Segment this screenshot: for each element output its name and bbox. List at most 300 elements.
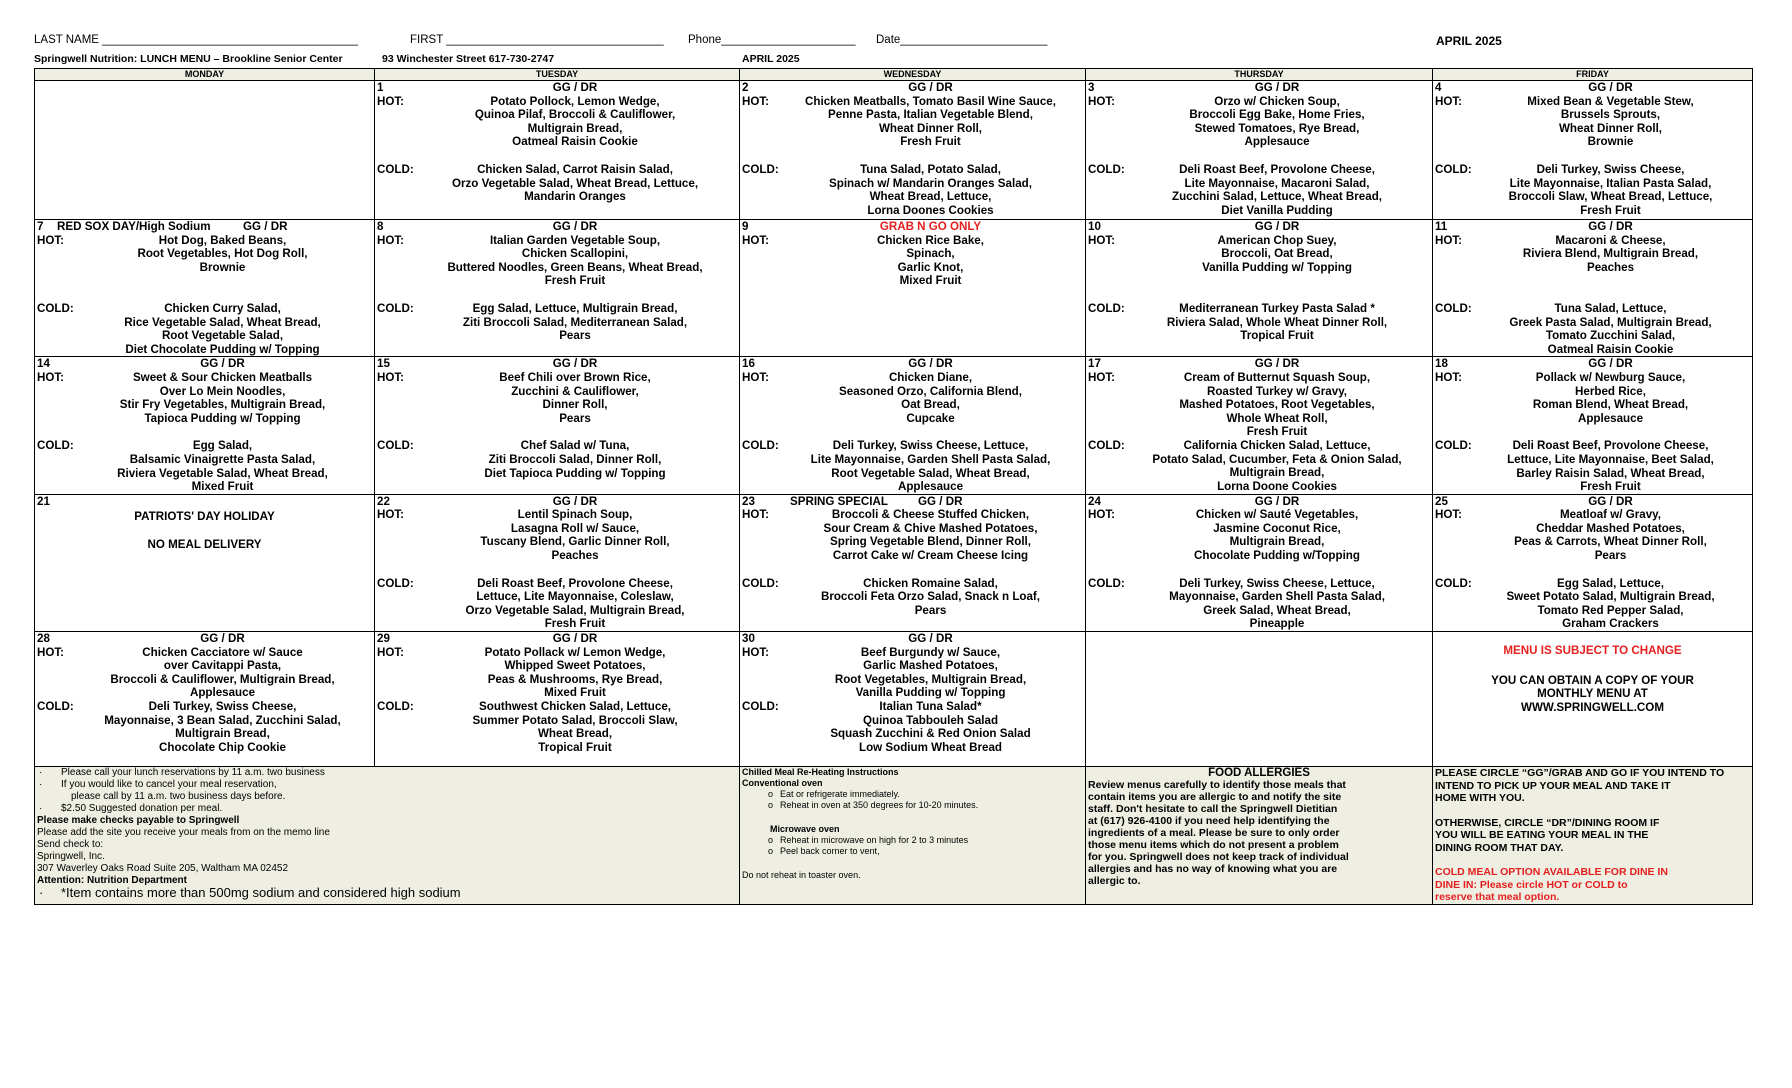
cold-menu-item: Tuna Salad, Lettuce,: [1554, 301, 1667, 315]
cold-menu-item: Lite Mayonnaise, Italian Pasta Salad,: [1509, 176, 1712, 190]
day-number: 8: [377, 220, 384, 233]
hot-menu-item: Mixed Bean & Vegetable Stew,: [1527, 94, 1694, 108]
cold-menu-item: Chocolate Chip Cookie: [159, 740, 286, 754]
hot-menu-item: Applesauce: [1244, 135, 1310, 149]
cold-menu-item: Egg Salad,: [192, 439, 253, 453]
hot-label[interactable]: HOT:: [1088, 233, 1116, 247]
day-cell: [1086, 494, 1433, 631]
gg-dr-choice[interactable]: GG / DR: [200, 357, 245, 371]
day-number: 29: [377, 632, 390, 646]
day-cell: [375, 220, 740, 357]
circle-instructions: [1433, 767, 1753, 905]
cold-menu-item: Balsamic Vinaigrette Pasta Salad,: [129, 452, 316, 466]
cold-label[interactable]: COLD:: [37, 301, 74, 315]
cold-menu-item: Graham Crackers: [1562, 617, 1659, 631]
hot-label[interactable]: HOT:: [742, 370, 770, 384]
menu-change-notice: MENU IS SUBJECT TO CHANGE: [1503, 644, 1682, 658]
special-day-label: SPRING SPECIAL: [790, 494, 888, 508]
menu-copy-notice-line: WWW.SPRINGWELL.COM: [1521, 700, 1664, 714]
hot-menu-item: Carrot Cake w/ Cream Cheese Icing: [832, 549, 1029, 563]
cold-label[interactable]: COLD:: [742, 439, 779, 453]
month-label-center: APRIL 2025: [742, 53, 800, 65]
cold-menu-item: Orzo Vegetable Salad, Wheat Bread, Lettuce,: [451, 176, 699, 190]
cold-menu-item: Tomato Zucchini Salad,: [1545, 329, 1676, 343]
hot-menu-item: Potato Pollock, Lemon Wedge,: [490, 94, 660, 108]
day-cell: [1433, 220, 1753, 357]
hot-menu-item: Broccoli, Oat Bread,: [1221, 247, 1333, 261]
hot-menu-item: Applesauce: [189, 686, 256, 700]
cold-menu-item: Tropical Fruit: [1240, 329, 1314, 343]
hot-menu-item: Stir Fry Vegetables, Multigrain Bread,: [119, 398, 326, 412]
cold-label[interactable]: COLD:: [1088, 576, 1125, 590]
cold-menu-item: Broccoli Slaw, Wheat Bread, Lettuce,: [1508, 190, 1713, 204]
hot-menu-item: over Cavitappi Pasta,: [163, 659, 282, 673]
cold-menu-item: Quinoa Tabbouleh Salad: [862, 713, 999, 727]
hot-label[interactable]: HOT:: [377, 508, 405, 522]
cold-menu-item: Diet Tapioca Pudding w/ Topping: [484, 466, 666, 480]
hot-menu-item: Chicken w/ Sauté Vegetables,: [1195, 508, 1359, 522]
hot-menu-item: Quinoa Pilaf, Broccoli & Cauliflower,: [474, 108, 676, 122]
hot-menu-item: Chicken Meatballs, Tomato Basil Wine Sauce,: [805, 94, 1056, 108]
hot-menu-item: Spinach,: [906, 247, 955, 261]
cold-menu-item: Multigrain Bread,: [175, 727, 270, 741]
day-header: MONDAY: [35, 69, 375, 81]
cold-menu-item: Mayonnaise, Garden Shell Pasta Salad,: [1169, 590, 1385, 604]
hot-label[interactable]: HOT:: [377, 370, 405, 384]
dr-instruction: DINING ROOM THAT DAY.: [1435, 841, 1564, 854]
hot-menu-item: Spring Vegetable Blend, Dinner Roll,: [830, 535, 1031, 549]
gg-instruction: PLEASE CIRCLE “GG”/GRAB AND GO IF YOU INTEND TO: [1435, 767, 1725, 780]
cold-menu-item: Lorna Doone Cookies: [1217, 479, 1337, 493]
cold-label[interactable]: COLD:: [1435, 576, 1472, 590]
cold-label[interactable]: COLD:: [1088, 438, 1125, 452]
hot-menu-item: Riviera Blend, Multigrain Bread,: [1522, 247, 1699, 261]
cold-label[interactable]: COLD:: [377, 576, 414, 590]
cold-menu-item: Mediterranean Turkey Pasta Salad *: [1179, 301, 1375, 315]
hot-menu-item: Orzo w/ Chicken Soup,: [1214, 94, 1340, 108]
hot-menu-item: Lasagna Roll w/ Sauce,: [510, 521, 640, 535]
day-number: 25: [1435, 494, 1448, 508]
hot-label[interactable]: HOT:: [377, 645, 405, 659]
cold-menu-item: Squash Zucchini & Red Onion Salad: [830, 727, 1031, 741]
cold-menu-item: Pears: [559, 329, 591, 343]
microwave-step: o Reheat in microwave on high for 2 to 3 minutes: [742, 835, 1083, 846]
hot-menu-item: Mashed Potatoes, Root Vegetables,: [1179, 398, 1375, 412]
hot-label[interactable]: HOT:: [1088, 508, 1116, 522]
microwave-step: o Peel back corner to vent,: [742, 846, 1083, 857]
day-cell: [375, 494, 740, 631]
day-cell: [35, 81, 375, 220]
gg-dr-choice[interactable]: GG / DR: [1588, 494, 1633, 508]
week-row: [35, 357, 1753, 494]
day-cell: [740, 632, 1086, 767]
day-cell: [1086, 81, 1433, 220]
allergies-text: those menu items which do not present a problem: [1088, 839, 1339, 852]
week-row: [35, 494, 1753, 631]
day-cell: [1086, 357, 1433, 494]
hot-menu-item: Vanilla Pudding w/ Topping: [855, 686, 1006, 700]
cold-menu-item: Pineapple: [1249, 617, 1305, 631]
day-cell: [35, 357, 375, 494]
day-header-row: [35, 69, 1753, 81]
allergies-text: allergies and has no way of knowing what you are: [1088, 863, 1338, 876]
dr-instruction: YOU WILL BE EATING YOUR MEAL IN THE: [1435, 829, 1649, 842]
hot-menu-item: Cupcake: [906, 411, 955, 425]
hot-menu-item: Brussels Sprouts,: [1560, 108, 1661, 122]
hot-menu-item: Herbed Rice,: [1575, 384, 1646, 398]
cold-menu-item: Lettuce, Lite Mayonnaise, Beet Salad,: [1507, 452, 1714, 466]
gg-dr-choice[interactable]: GG / DR: [1588, 220, 1633, 233]
gg-dr-choice[interactable]: GG / DR: [1254, 494, 1300, 508]
cold-menu-item: Ziti Broccoli Salad, Mediterranean Salad,: [462, 315, 688, 329]
day-number: 16: [742, 357, 755, 371]
hot-menu-item: Chicken Cacciatore w/ Sauce: [142, 645, 303, 659]
allergies-text: ingredients of a meal. Please be sure to only order: [1088, 827, 1340, 840]
cold-menu-item: Lettuce, Lite Mayonnaise, Coleslaw,: [476, 590, 674, 604]
date-field[interactable]: Date_______________________: [876, 34, 1048, 46]
cold-menu-item: Deli Turkey, Swiss Cheese, Lettuce,: [1179, 576, 1375, 590]
gg-dr-choice[interactable]: GG / DR: [1588, 81, 1633, 94]
cold-label[interactable]: COLD:: [1435, 439, 1472, 453]
hot-menu-item: Root Vegetables, Multigrain Bread,: [834, 672, 1027, 686]
day-cell: [740, 494, 1086, 631]
cold-menu-item: Chef Salad w/ Tuna,: [520, 439, 630, 453]
cold-menu-item: Mandarin Oranges: [524, 190, 626, 204]
cold-menu-item: Tomato Red Pepper Salad,: [1537, 603, 1684, 617]
hot-menu-item: Applesauce: [1577, 411, 1644, 425]
hot-menu-item: Oat Bread,: [901, 398, 960, 412]
cold-label[interactable]: COLD:: [1088, 162, 1125, 176]
cold-menu-item: Egg Salad, Lettuce,: [1557, 576, 1664, 590]
hot-menu-item: Stewed Tomatoes, Rye Bread,: [1194, 121, 1360, 135]
cold-label[interactable]: COLD:: [37, 700, 74, 713]
hot-menu-item: Over Lo Mein Noodles,: [159, 384, 286, 398]
menu-copy-notice-line: YOU CAN OBTAIN A COPY OF YOUR: [1491, 673, 1694, 687]
last-name-field[interactable]: LAST NAME ________________________________________: [34, 34, 358, 46]
day-header: THURSDAY: [1086, 69, 1433, 81]
day-number: 2: [742, 81, 749, 94]
day-number: 18: [1435, 357, 1448, 371]
allergies-text: staff. Don't hesitate to call the Springwell Dietitian: [1088, 803, 1338, 816]
reheating-instructions: [740, 767, 1086, 905]
hot-label[interactable]: HOT:: [742, 233, 770, 247]
cold-option-notice: DINE IN: Please circle HOT or COLD to: [1435, 878, 1628, 891]
gg-dr-choice[interactable]: GG / DR: [552, 632, 598, 646]
day-cell: [375, 357, 740, 494]
hot-menu-item: Macaroni & Cheese,: [1555, 233, 1666, 247]
hot-menu-item: Whipped Sweet Potatoes,: [504, 659, 646, 673]
hot-label[interactable]: HOT:: [1435, 508, 1463, 522]
hot-menu-item: Dinner Roll,: [542, 398, 608, 412]
cold-label[interactable]: COLD:: [377, 301, 414, 315]
hot-menu-item: Lentil Spinach Soup,: [517, 508, 633, 522]
hot-menu-item: Chicken Rice Bake,: [877, 233, 984, 247]
day-cell: [375, 632, 740, 767]
allergies-text: Review menus carefully to identify those meals that: [1088, 779, 1346, 792]
cold-menu-item: Lite Mayonnaise, Garden Shell Pasta Salad,: [810, 452, 1051, 466]
toaster-warning: Do not reheat in toaster oven.: [742, 870, 861, 881]
cold-menu-item: Deli Roast Beef, Provolone Cheese,: [477, 576, 673, 590]
hot-menu-item: Roman Blend, Wheat Bread,: [1532, 398, 1689, 412]
hot-menu-item: Root Vegetables, Hot Dog Roll,: [137, 247, 308, 261]
form-fields-row: [34, 30, 1752, 52]
holiday-notice: NO MEAL DELIVERY: [147, 537, 262, 551]
day-header: FRIDAY: [1433, 69, 1753, 81]
hot-menu-item: American Chop Suey,: [1217, 233, 1337, 247]
checks-line: Please make checks payable to Springwell: [37, 815, 240, 827]
hot-label[interactable]: HOT:: [1088, 94, 1116, 108]
menu-page: [34, 30, 1752, 905]
hot-menu-item: Pollack w/ Newburg Sauce,: [1535, 370, 1686, 384]
cold-label[interactable]: COLD:: [377, 700, 414, 713]
cold-menu-item: Riviera Salad, Whole Wheat Dinner Roll,: [1166, 315, 1388, 329]
day-cell: [1086, 220, 1433, 357]
gg-dr-choice[interactable]: GG / DR: [908, 81, 953, 94]
cold-menu-item: Oatmeal Raisin Cookie: [1547, 342, 1674, 356]
hot-menu-item: Potato Pollack w/ Lemon Wedge,: [484, 645, 666, 659]
hot-label[interactable]: HOT:: [37, 645, 65, 659]
hot-menu-item: Chicken Diane,: [888, 370, 973, 384]
hot-menu-item: Chocolate Pudding w/Topping: [1194, 549, 1360, 563]
day-cell: [35, 220, 375, 357]
cold-menu-item: Greek Salad, Wheat Bread,: [1203, 603, 1351, 617]
special-day-label: RED SOX DAY/High Sodium: [57, 220, 211, 233]
hot-menu-item: Jasmine Coconut Rice,: [1213, 521, 1341, 535]
gg-dr-choice[interactable]: GG / DR: [200, 632, 245, 646]
cold-option-notice: reserve that meal option.: [1435, 891, 1560, 904]
hot-menu-item: Vanilla Pudding w/ Topping: [1202, 260, 1352, 274]
cold-menu-item: Potato Salad, Cucumber, Feta & Onion Salad,: [1152, 452, 1402, 466]
donation-line: · $2.50 Suggested donation per meal.: [37, 803, 737, 815]
hot-menu-item: Brownie: [1587, 135, 1634, 149]
cold-menu-item: Spinach w/ Mandarin Oranges Salad,: [829, 176, 1032, 190]
cold-menu-item: Broccoli Feta Orzo Salad, Snack n Loaf,: [820, 590, 1041, 604]
gg-dr-choice[interactable]: GG / DR: [908, 632, 953, 646]
menu-title-row: [34, 52, 1752, 68]
cold-menu-item: Diet Vanilla Pudding: [1221, 203, 1333, 217]
day-number: 21: [37, 494, 50, 508]
hot-menu-item: Beef Burgundy w/ Sauce,: [860, 645, 1001, 659]
cold-menu-item: Ziti Broccoli Salad, Dinner Roll,: [488, 452, 662, 466]
hot-menu-item: Multigrain Bread,: [527, 121, 623, 135]
cold-label[interactable]: COLD:: [1435, 301, 1472, 315]
hot-menu-item: Italian Garden Vegetable Soup,: [489, 233, 661, 247]
day-cell: [740, 220, 1086, 357]
oven-heading: Conventional oven: [742, 778, 823, 789]
oven-step: o Reheat in oven at 350 degrees for 10-20 minutes.: [742, 800, 1083, 811]
hot-menu-item: Peaches: [1586, 260, 1635, 274]
hot-menu-item: Cheddar Mashed Potatoes,: [1536, 521, 1685, 535]
day-number: 14: [37, 357, 50, 371]
hot-menu-item: Tapioca Pudding w/ Topping: [144, 411, 301, 425]
gg-dr-choice[interactable]: GG / DR: [552, 220, 598, 233]
cold-label[interactable]: COLD:: [377, 162, 414, 176]
gg-dr-choice[interactable]: GG / DR: [1254, 220, 1300, 233]
reheat-title: Chilled Meal Re-Heating Instructions: [742, 767, 899, 778]
hot-label[interactable]: HOT:: [1088, 370, 1116, 384]
hot-menu-item: Buttered Noodles, Green Beans, Wheat Bread,: [447, 260, 703, 274]
hot-menu-item: Tuscany Blend, Garlic Dinner Roll,: [480, 535, 670, 549]
week-row: [35, 632, 1753, 767]
cold-menu-item: Greek Pasta Salad, Multigrain Bread,: [1509, 315, 1712, 329]
hot-label[interactable]: HOT:: [377, 94, 405, 108]
attention-line: Attention: Nutrition Department: [37, 875, 187, 887]
gg-dr-choice[interactable]: GG / DR: [552, 357, 598, 371]
memo-line: Please add the site you receive your meals from on the memo line: [37, 827, 330, 839]
hot-menu-item: Wheat Dinner Roll,: [878, 121, 983, 135]
hot-menu-item: Roasted Turkey w/ Gravy,: [1206, 384, 1348, 398]
cold-menu-item: Deli Roast Beef, Provolone Cheese,: [1179, 162, 1375, 176]
month-label-right: APRIL 2025: [1436, 34, 1502, 48]
oven-step: o Eat or refrigerate immediately.: [742, 789, 1083, 800]
cold-menu-item: Multigrain Bread,: [1229, 466, 1325, 480]
cold-menu-item: Chicken Romaine Salad,: [863, 576, 998, 590]
phone-field[interactable]: Phone_____________________: [688, 34, 856, 46]
cold-menu-item: Lorna Doones Cookies: [867, 203, 994, 217]
day-cell: [1086, 632, 1433, 767]
cold-menu-item: Wheat Bread,: [537, 727, 613, 741]
day-number: 1: [377, 81, 384, 94]
cold-label[interactable]: COLD:: [1435, 162, 1472, 176]
hot-menu-item: Meatloaf w/ Gravy,: [1560, 508, 1661, 522]
day-header: WEDNESDAY: [740, 69, 1086, 81]
hot-label[interactable]: HOT:: [37, 233, 65, 247]
holiday-notice: PATRIOTS' DAY HOLIDAY: [134, 510, 275, 524]
day-number: 7: [37, 220, 44, 233]
week-row: [35, 81, 1753, 220]
gg-dr-choice[interactable]: GG / DR: [918, 494, 963, 508]
day-number: 11: [1435, 220, 1448, 233]
day-number: 23: [742, 494, 755, 508]
cold-menu-item: Sweet Potato Salad, Multigrain Bread,: [1506, 590, 1715, 604]
send-check-line: Send check to:: [37, 839, 104, 851]
gg-dr-choice[interactable]: GG / DR: [1254, 81, 1300, 94]
cold-option-notice: COLD MEAL OPTION AVAILABLE FOR DINE IN: [1435, 866, 1668, 879]
cold-menu-item: California Chicken Salad, Lettuce,: [1183, 438, 1371, 452]
cold-menu-item: Summer Potato Salad, Broccoli Slaw,: [472, 713, 678, 727]
cold-menu-item: Root Vegetable Salad, Wheat Bread,: [831, 466, 1030, 480]
hot-label[interactable]: HOT:: [377, 233, 405, 247]
cold-label[interactable]: COLD:: [377, 439, 414, 453]
day-number: 10: [1088, 220, 1101, 233]
hot-menu-item: Seasoned Orzo, California Blend,: [839, 384, 1022, 398]
hot-menu-item: Peas & Carrots, Wheat Dinner Roll,: [1514, 535, 1707, 549]
cold-menu-item: Italian Tuna Salad*: [879, 700, 982, 713]
hot-label[interactable]: HOT:: [742, 645, 770, 659]
hot-menu-item: Mixed Fruit: [899, 274, 962, 288]
hot-menu-item: Zucchini & Cauliflower,: [511, 384, 639, 398]
hot-menu-item: Peas & Mushrooms, Rye Bread,: [487, 672, 663, 686]
cold-menu-item: Zucchini Salad, Lettuce, Wheat Bread,: [1171, 190, 1383, 204]
day-number: 24: [1088, 494, 1101, 508]
hot-menu-item: Fresh Fruit: [544, 274, 606, 288]
cold-label[interactable]: COLD:: [1088, 301, 1125, 315]
org-line: Springwell, Inc.: [37, 851, 105, 863]
allergies-text: contain items you are allergic to and notify the site: [1088, 791, 1342, 804]
cold-menu-item: Lite Mayonnaise, Macaroni Salad,: [1184, 176, 1370, 190]
day-number: 22: [377, 494, 390, 508]
cold-menu-item: Deli Roast Beef, Provolone Cheese,: [1512, 439, 1709, 453]
gg-dr-choice[interactable]: GG / DR: [1588, 357, 1633, 371]
cold-menu-item: Low Sodium Wheat Bread: [859, 740, 1002, 754]
cold-menu-item: Fresh Fruit: [1580, 203, 1641, 217]
allergies-text: allergic to.: [1088, 875, 1141, 888]
cold-menu-item: Orzo Vegetable Salad, Multigrain Bread,: [465, 603, 685, 617]
gg-dr-choice[interactable]: GG / DR: [908, 357, 953, 371]
hot-menu-item: Sour Cream & Chive Mashed Potatoes,: [823, 521, 1038, 535]
first-name-field[interactable]: FIRST __________________________________: [410, 34, 664, 46]
sodium-note: · *Item contains more than 500mg sodium and considered high sodium: [37, 887, 737, 899]
cold-menu-item: Diet Chocolate Pudding w/ Topping: [125, 342, 320, 356]
hot-label[interactable]: HOT:: [37, 370, 65, 384]
cold-menu-item: Rice Vegetable Salad, Wheat Bread,: [124, 315, 321, 329]
gg-dr-choice[interactable]: GG / DR: [243, 220, 288, 233]
gg-dr-choice[interactable]: GG / DR: [552, 494, 598, 508]
cold-menu-item: Deli Turkey, Swiss Cheese,: [148, 700, 297, 713]
cold-menu-item: Applesauce: [897, 480, 964, 494]
hot-label[interactable]: HOT:: [1435, 370, 1463, 384]
cold-menu-item: Mixed Fruit: [191, 480, 254, 494]
site-address: 93 Winchester Street 617-730-2747: [382, 53, 555, 65]
day-header: TUESDAY: [375, 69, 740, 81]
hot-label[interactable]: HOT:: [1435, 233, 1463, 247]
cold-label[interactable]: COLD:: [37, 439, 74, 453]
hot-menu-item: Fresh Fruit: [1246, 425, 1308, 439]
allergies-text: at (617) 926-4100 if you need help identifying the: [1088, 815, 1330, 828]
day-cell: [1433, 632, 1753, 767]
cold-menu-item: Southwest Chicken Salad, Lettuce,: [479, 700, 671, 713]
hot-label[interactable]: HOT:: [742, 94, 770, 108]
hot-menu-item: Oatmeal Raisin Cookie: [512, 135, 638, 149]
hot-menu-item: Peaches: [551, 549, 599, 563]
day-number: 17: [1088, 357, 1101, 371]
cold-menu-item: Mayonnaise, 3 Bean Salad, Zucchini Salad,: [104, 713, 341, 727]
hot-menu-item: Hot Dog, Baked Beans,: [158, 233, 287, 247]
cold-label[interactable]: COLD:: [742, 700, 779, 713]
menu-calendar: [34, 68, 1753, 905]
reservation-info: [35, 767, 740, 905]
day-number: 3: [1088, 81, 1095, 94]
day-number: 15: [377, 357, 390, 371]
cold-menu-item: Deli Turkey, Swiss Cheese, Lettuce,: [832, 439, 1029, 453]
cold-menu-item: Root Vegetable Salad,: [161, 329, 284, 343]
footer-row: [35, 767, 1753, 905]
gg-dr-choice[interactable]: GG / DR: [1254, 357, 1300, 371]
hot-menu-item: Garlic Mashed Potatoes,: [863, 659, 998, 673]
hot-menu-item: Brownie: [199, 260, 246, 274]
day-number: 9: [742, 220, 749, 233]
gg-instruction: HOME WITH YOU.: [1435, 792, 1525, 805]
hot-label[interactable]: HOT:: [742, 508, 770, 522]
allergies-title: FOOD ALLERGIES: [1208, 767, 1310, 780]
day-cell: [740, 357, 1086, 494]
hot-menu-item: Broccoli & Cauliflower, Multigrain Bread,: [110, 672, 335, 686]
microwave-heading: Microwave oven: [770, 824, 840, 835]
day-cell: [740, 81, 1086, 220]
gg-dr-choice[interactable]: GG / DR: [552, 81, 598, 94]
hot-menu-item: Beef Chili over Brown Rice,: [499, 370, 651, 384]
cold-menu-item: Wheat Bread, Lettuce,: [869, 190, 992, 204]
cold-label[interactable]: COLD:: [742, 576, 779, 590]
hot-menu-item: Wheat Dinner Roll,: [1558, 121, 1663, 135]
menu-title: Springwell Nutrition: LUNCH MENU – Brookline Senior Center: [34, 53, 343, 65]
cold-label[interactable]: COLD:: [742, 162, 779, 176]
cold-menu-item: Fresh Fruit: [1580, 480, 1641, 494]
hot-label[interactable]: HOT:: [1435, 94, 1463, 108]
grab-and-go-label: GRAB N GO ONLY: [879, 220, 982, 233]
cold-menu-item: Fresh Fruit: [544, 617, 606, 631]
gg-instruction: INTEND TO PICK UP YOUR MEAL AND TAKE IT: [1435, 779, 1671, 792]
